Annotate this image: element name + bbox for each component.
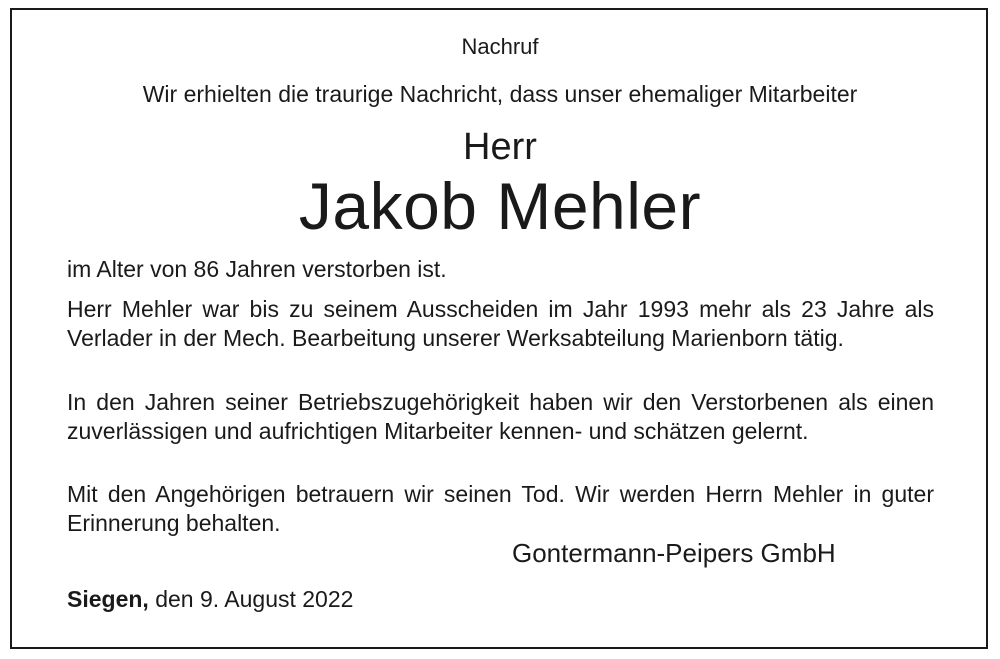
notice-intro: Wir erhielten die traurige Nachricht, dass unser ehemaliger Mitarbeiter (142, 81, 858, 107)
notice-heading: Nachruf (461, 34, 539, 59)
company-signature: Gontermann-Peipers GmbH (512, 538, 836, 568)
condolence-paragraph: Mit den Angehörigen betrauern wir seinen Tod. Wir werden Herrn Mehler in guter Erinnerung behalten. (67, 481, 934, 536)
career-paragraph: Herr Mehler war bis zu seinem Ausscheiden im Jahr 1993 mehr als 23 Jahre als Verlader in der Mech. Bearbeitung unserer Werksabteilung Marienborn tätig. (67, 296, 934, 351)
deceased-salutation: Herr (463, 126, 537, 168)
place: Siegen, (67, 586, 149, 612)
date: den 9. August 2022 (155, 586, 354, 612)
appreciation-paragraph: In den Jahren seiner Betriebszugehörigkeit haben wir den Verstorbenen als einen zuverlässigen und aufrichtigen Mitarbeiter kennen- und schätzen gelernt. (67, 389, 934, 444)
age-line: im Alter von 86 Jahren verstorben ist. (67, 256, 447, 282)
place-date (67, 586, 353, 613)
deceased-name: Jakob Mehler (298, 169, 702, 243)
